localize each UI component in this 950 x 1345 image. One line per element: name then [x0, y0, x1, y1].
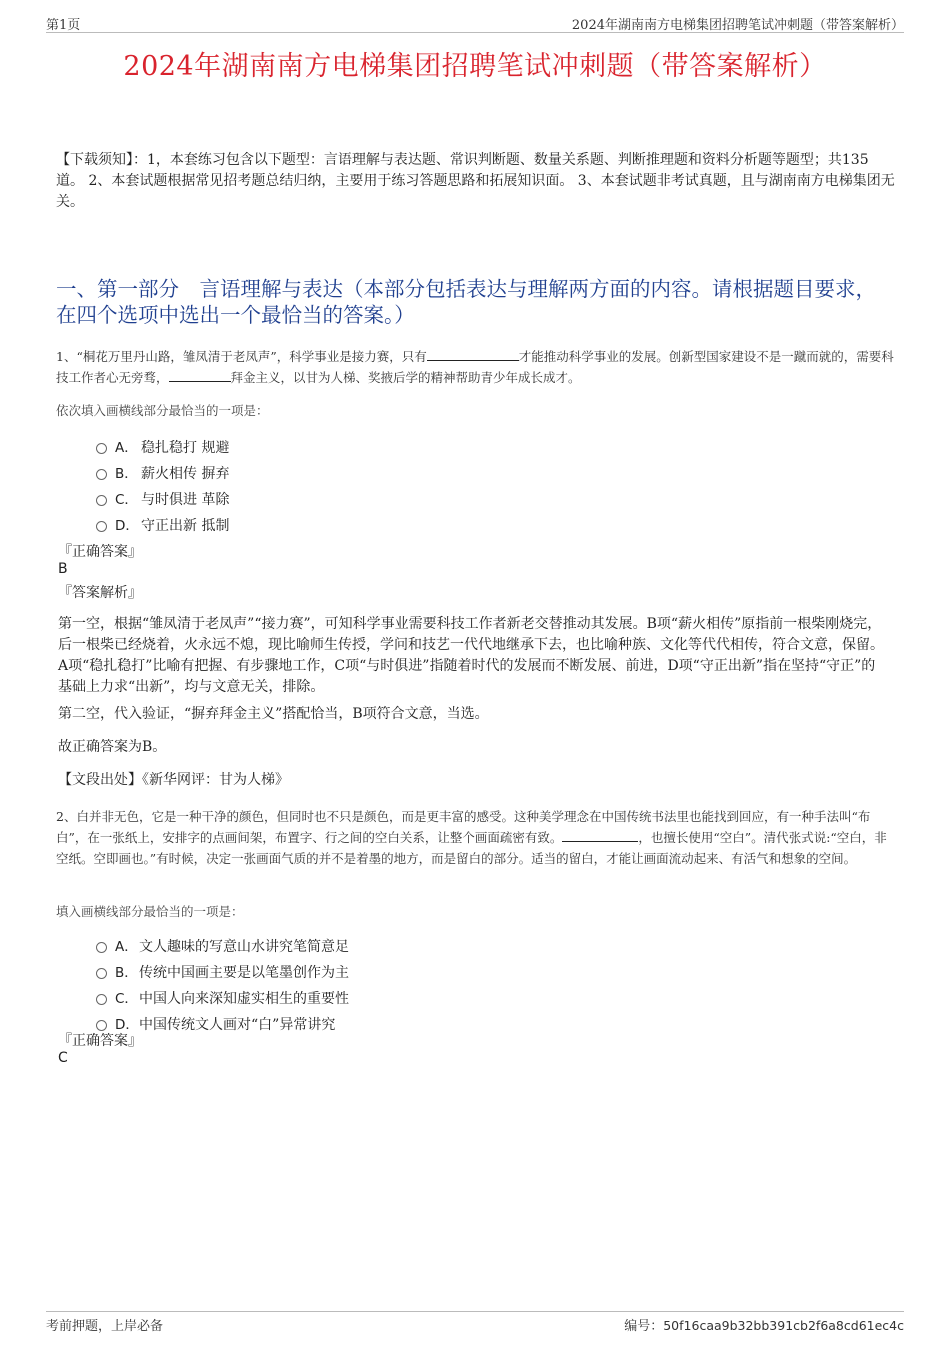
- option-text: 与时俱进 革除: [141, 492, 230, 508]
- option-text: 文人趣味的写意山水讲究笔简意足: [139, 939, 349, 955]
- passage-source: 【文段出处】《新华网评：甘为人梯》: [58, 772, 289, 788]
- question-2-ask: 填入画横线部分最恰当的一项是：: [56, 904, 244, 919]
- analysis-label: 『答案解析』: [58, 585, 142, 601]
- document-id: [624, 1315, 904, 1334]
- radio-icon[interactable]: [96, 942, 107, 953]
- question-2-text-part-b: ，也擅长使用“空白”。清代张式说:“空白，非空纸。空即画也。”有时候，决定一张画面气质的并不是着墨的地方，而是留白的部分。适当的留白，才能让画面流动起来、有活气和想象的空间。: [56, 830, 887, 866]
- correct-answer-value: C: [58, 1050, 68, 1066]
- question-1-option-c[interactable]: [96, 488, 229, 508]
- question-1-text-part-b: 才能推动科学事业的发展。创新型国家建设不是一蹴而就的，需要科技工作者心无旁骛，: [56, 349, 894, 385]
- page-number: 第1页: [46, 18, 81, 33]
- download-notice: 【下载须知】：1，本套练习包含以下题型：言语理解与表达题、常识判断题、数量关系题、判断推理题和资料分析题等题型；共135道。 2、本套试题根据常见招考题总结归纳，主要用于练习答题思路和拓展知识面。 3、本套试题非考试真题，且与湖南南方电梯集团无关。: [56, 152, 895, 210]
- fill-blank: [562, 829, 638, 842]
- question-2-option-a[interactable]: [96, 935, 349, 955]
- fill-blank: [427, 348, 519, 361]
- correct-answer-label: 『正确答案』: [58, 544, 142, 560]
- question-1-option-b[interactable]: [96, 462, 229, 482]
- question-1-text: [56, 346, 896, 388]
- question-1-option-d[interactable]: [96, 514, 229, 534]
- section-heading: 一、第一部分 言语理解与表达（本部分包括表达与理解两方面的内容。请根据题目要求，在四个选项中选出一个最恰当的答案。）: [56, 277, 876, 327]
- document-id-label: 编号：: [624, 1319, 664, 1334]
- radio-icon[interactable]: [96, 968, 107, 979]
- option-label: A．: [115, 939, 138, 955]
- radio-icon[interactable]: [96, 994, 107, 1005]
- analysis-paragraph-3: 故正确答案为B。: [58, 739, 167, 755]
- question-2-text: [56, 806, 896, 869]
- option-label: A．: [115, 440, 138, 456]
- correct-answer-label: 『正确答案』: [58, 1033, 142, 1049]
- analysis-paragraph-2: 第二空，代入验证，“摒弃拜金主义”搭配恰当，B项符合文意，当选。: [58, 706, 489, 722]
- option-text: 稳扎稳打 规避: [141, 440, 230, 456]
- question-2-text-part-a: 2、白并非无色，它是一种干净的颜色，但同时也不只是颜色，而是更丰富的感受。这种美学理念在中国传统书法里也能找到回应，有一种手法叫“布白”，在一张纸上，安排字的点画间架，布置字、行之间的空白关系，让整个画面疏密有致。: [56, 809, 871, 845]
- option-label: C．: [115, 492, 138, 508]
- question-1-option-a[interactable]: [96, 436, 229, 456]
- option-label: D．: [115, 518, 139, 534]
- question-1-text-part-c: 拜金主义，以甘为人梯、奖掖后学的精神帮助青少年成长成才。: [230, 370, 581, 385]
- question-2-option-b[interactable]: [96, 961, 349, 981]
- radio-icon[interactable]: [96, 521, 107, 532]
- option-label: C．: [115, 991, 138, 1007]
- radio-icon[interactable]: [96, 469, 107, 480]
- option-text: 中国传统文人画对“白”异常讲究: [139, 1017, 336, 1033]
- option-label: B．: [115, 466, 138, 482]
- page-header: [46, 12, 904, 33]
- radio-icon[interactable]: [96, 443, 107, 454]
- option-text: 薪火相传 摒弃: [141, 466, 230, 482]
- header-doc-title: 2024年湖南南方电梯集团招聘笔试冲刺题（带答案解析）: [571, 18, 904, 33]
- page-footer: [46, 1311, 904, 1334]
- option-label: B．: [115, 965, 138, 981]
- question-2-option-c[interactable]: [96, 987, 349, 1007]
- analysis-paragraph-1: 第一空，根据“雏凤清于老凤声”“接力赛”，可知科学事业需要科技工作者新老交替推动其发展。B项“薪火相传”原指前一根柴刚烧完，后一根柴已经烧着，火永远不熄，现比喻师生传授，学问和技艺一代代地继承下去，也比喻种族、文化等代代相传，符合文意，保留。A项“稳扎稳打”比喻有把握、有步骤地工作，C项“与时俱进”指随着时代的发展而不断发展、前进，D项“守正出新”指在坚持“守正”的基础上力求“出新”，均与文意无关，排除。: [58, 616, 884, 695]
- document-id-value: 50f16caa9b32bb391cb2f6a8cd61ec4c: [663, 1318, 904, 1333]
- question-1-ask: 依次填入画横线部分最恰当的一项是：: [56, 403, 269, 418]
- page-title: 2024年湖南南方电梯集团招聘笔试冲刺题（带答案解析）: [123, 51, 827, 82]
- question-1-text-part-a: 1、“桐花万里丹山路，雏凤清于老凤声”，科学事业是接力赛，只有: [56, 349, 427, 364]
- radio-icon[interactable]: [96, 495, 107, 506]
- footer-slogan: 考前押题，上岸必备: [46, 1319, 164, 1334]
- fill-blank: [169, 369, 231, 382]
- option-text: 中国人向来深知虚实相生的重要性: [139, 991, 349, 1007]
- option-text: 守正出新 抵制: [141, 518, 230, 534]
- correct-answer-value: B: [58, 561, 68, 577]
- option-label: D．: [115, 1017, 139, 1033]
- option-text: 传统中国画主要是以笔墨创作为主: [139, 965, 349, 981]
